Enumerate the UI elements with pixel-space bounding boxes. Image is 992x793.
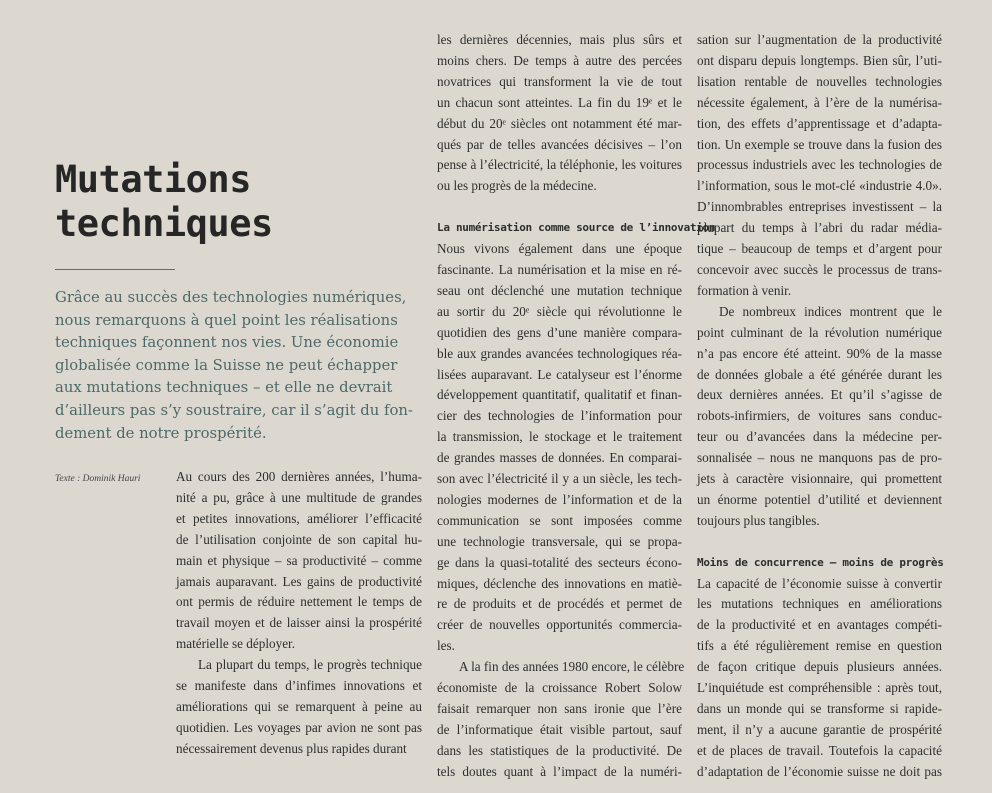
- text-line: dans les statistiques de la productivité. De: [437, 742, 682, 758]
- text-line: n’a pas encore été atteint. 90% de la masse: [697, 345, 942, 361]
- text-line: concevoir avec succès le processus de trans-: [697, 261, 942, 277]
- text-line: quotidien des gens d’une manière compara-: [437, 324, 682, 340]
- text-line: nécessite également, à l’ère de la numérisa-: [697, 94, 942, 110]
- section-heading: Moins de concurrence – moins de progrès: [697, 555, 944, 569]
- text-line: ont disparu depuis longtemps. Bien sûr, l’uti-: [697, 52, 942, 68]
- text-line: La plupart du temps, le progrès technique: [198, 657, 422, 673]
- title-divider: [55, 269, 175, 270]
- lead-line: d’ailleurs pas s’y soustraire, car il s’agit du fon-: [55, 401, 413, 419]
- text-line: nologies modernes de l’information et de la: [437, 491, 682, 507]
- title-line: techniques: [55, 202, 273, 245]
- text-line: son avec l’électricité il y a un siècle, les tech-: [437, 471, 682, 487]
- text-line: faisait remarquer non sans ironie que l’ère: [437, 701, 682, 716]
- text-line: de façon critique depuis plusieurs années.: [697, 659, 942, 675]
- text-line: début du 20ᵉ siècles ont notamment été mar-: [437, 115, 682, 131]
- text-line: novatrices qui transforment la vie de tout: [437, 73, 682, 89]
- text-line: dans un monde qui se transforme si rapide-: [697, 701, 942, 716]
- text-line: quotidien. Les voyages par avion ne sont pas: [176, 719, 422, 735]
- text-line: pense à l’électricité, la téléphonie, les voitures: [437, 157, 682, 173]
- lead-paragraph: [55, 287, 413, 445]
- text-line: de la productivité et en avantages compéti-: [697, 617, 942, 633]
- text-line: communication se sont imposées comme: [437, 512, 682, 528]
- text-line: processus industriels avec les technologies de: [697, 157, 942, 173]
- text-line: tion. Un exemple se trouve dans la fusion des: [697, 136, 942, 152]
- text-line: se manifeste dans d’infimes innovations et: [176, 678, 422, 694]
- text-line: moins chers. De temps à autre des percées: [437, 52, 682, 68]
- text-line: de l’utilisation conjointe de son capital hu-: [176, 531, 422, 547]
- text-line: de données globale a été générée durant les: [697, 366, 942, 382]
- text-line: ge dans la quasi-totalité des secteurs écono-: [437, 554, 682, 570]
- text-line: lisation rentable de nouvelles technologies: [697, 73, 942, 89]
- text-line: les mutations techniques en améliorations: [697, 596, 942, 612]
- text-line: L’inquiétude est compréhensible : après tout,: [697, 680, 942, 696]
- text-line: La capacité de l’économie suisse à convertir: [697, 575, 942, 591]
- text-line: tels doutes quant à l’impact de la numéri-: [437, 763, 682, 779]
- text-line: qués par de telles avancées décisives – l’on: [437, 136, 682, 152]
- text-line: Nous vivons également dans une époque: [437, 241, 682, 257]
- text-line: jets à caractère visionnaire, qui promettent: [697, 471, 942, 487]
- text-line: créer de nouvelles opportunités commercia-: [437, 617, 682, 633]
- text-line: De nombreux indices montrent que le: [719, 303, 942, 319]
- text-line: d’adaptation de l’économie suisse ne doit pas: [697, 763, 942, 779]
- lead-line: aux mutations techniques – et elle ne devrait: [55, 379, 393, 397]
- text-line: tifs a été régulièrement remise en question: [697, 638, 942, 654]
- lead-line: techniques façonnent nos vies. Une économie: [55, 334, 399, 352]
- text-line: les dernières décennies, mais plus sûrs et: [437, 32, 682, 47]
- text-line: de l’informatique était visible partout, sauf: [437, 721, 682, 737]
- text-line: main et physique – sa productivité – comme: [176, 552, 422, 568]
- lead-line: nous remarquons à quel point les réalisations: [55, 311, 398, 329]
- text-line: robots-infirmiers, de voitures sans conduc-: [697, 408, 942, 424]
- text-line: teur ou d’avancées dans la médecine per-: [697, 429, 942, 445]
- text-line: plupart du temps à l’abri du radar média-: [697, 220, 942, 236]
- body-column-2: [437, 30, 716, 783]
- article-title: [55, 158, 355, 246]
- text-line: améliorations qui se remarquent à peine au: [176, 698, 422, 714]
- text-line: un énorme potentiel d’utilité et deviennent: [697, 491, 942, 507]
- paragraph-gap: [437, 197, 682, 218]
- text-line: développement quantitatif, qualitatif et finan-: [437, 387, 682, 403]
- text-line: ou les progrès de la médecine.: [437, 178, 597, 194]
- body-column-3: [697, 30, 942, 783]
- text-line: la transmission, le stockage et le traitement: [437, 429, 682, 445]
- text-line: D’innombrables entreprises investissent – la: [697, 199, 942, 215]
- text-line: tion, des effets d’apprentissage et d’adapta-: [697, 115, 942, 131]
- text-line: nécessairement devenus plus rapides durant: [176, 740, 407, 756]
- text-line: sonnalisée – nous ne manquons pas de pro-: [697, 450, 942, 466]
- text-line: ont permis de réduire nettement le temps de: [176, 594, 422, 610]
- body-column-1: [176, 467, 422, 760]
- author-credit: Texte : Dominik Hauri: [55, 474, 141, 484]
- text-line: sation sur l’augmentation de la productivité: [697, 32, 942, 47]
- text-line: seau ont déclenché une mutation technique: [437, 282, 682, 298]
- text-line: A la fin des années 1980 encore, le célèbre: [459, 659, 685, 675]
- text-line: et petites innovations, améliorer l’efficacité: [176, 510, 422, 526]
- text-line: miques, déclenche des innovations en matiè-: [437, 575, 682, 591]
- text-line: ment, il n’y a aucune garantie de prospérité: [697, 721, 942, 737]
- text-line: formation à venir.: [697, 282, 792, 298]
- lead-line: Grâce au succès des technologies numériques,: [55, 289, 407, 306]
- text-line: une technologie transversale, qui se propa-: [437, 533, 682, 549]
- text-line: un chacun sont atteintes. La fin du 19ᵉ et le: [437, 94, 682, 110]
- text-line: l’information, sous le mot-clé «industrie 4.0».: [697, 178, 942, 194]
- text-line: Au cours des 200 dernières années, l’huma-: [176, 469, 422, 484]
- text-line: les.: [437, 638, 455, 654]
- text-line: de grandes masses de données. En comparai-: [437, 450, 682, 466]
- title-line: Mutations: [55, 158, 251, 201]
- text-line: point culminant de la révolution numérique: [697, 324, 942, 340]
- text-line: et de places de travail. Toutefois la capacité: [697, 742, 942, 758]
- text-line: au sortir du 20ᵉ siècle qui révolutionne le: [437, 303, 682, 319]
- text-line: re de produits et de procédés et permet de: [437, 596, 682, 612]
- section-heading: La numérisation comme source de l’innovation: [437, 221, 716, 235]
- text-line: deux dernières années. Et qu’il s’agisse de: [697, 387, 942, 403]
- text-line: tique – beaucoup de temps et d’argent pour: [697, 241, 942, 257]
- text-line: toujours plus tangibles.: [697, 512, 820, 528]
- text-line: fascinante. La numérisation et la mise en ré-: [437, 261, 682, 277]
- text-line: ble aux grandes avancées technologiques réa-: [437, 345, 682, 361]
- paragraph-gap: [697, 532, 942, 553]
- text-line: nité a pu, grâce à une multitude de grandes: [176, 489, 422, 505]
- text-line: travail moyen et de laisser ainsi la prospérité: [176, 615, 422, 631]
- text-line: économiste de la croissance Robert Solow: [437, 680, 682, 696]
- text-line: cier des technologies de l’information pour: [437, 408, 682, 424]
- lead-line: globalisée comme la Suisse ne peut échapper: [55, 356, 398, 374]
- text-line: jamais auparavant. Les gains de productivité: [176, 573, 422, 589]
- lead-line: dement de notre prospérité.: [55, 424, 267, 442]
- text-line: matérielle se déployer.: [176, 636, 296, 652]
- text-line: lisées auparavant. Le catalyseur est l’énorme: [437, 366, 682, 382]
